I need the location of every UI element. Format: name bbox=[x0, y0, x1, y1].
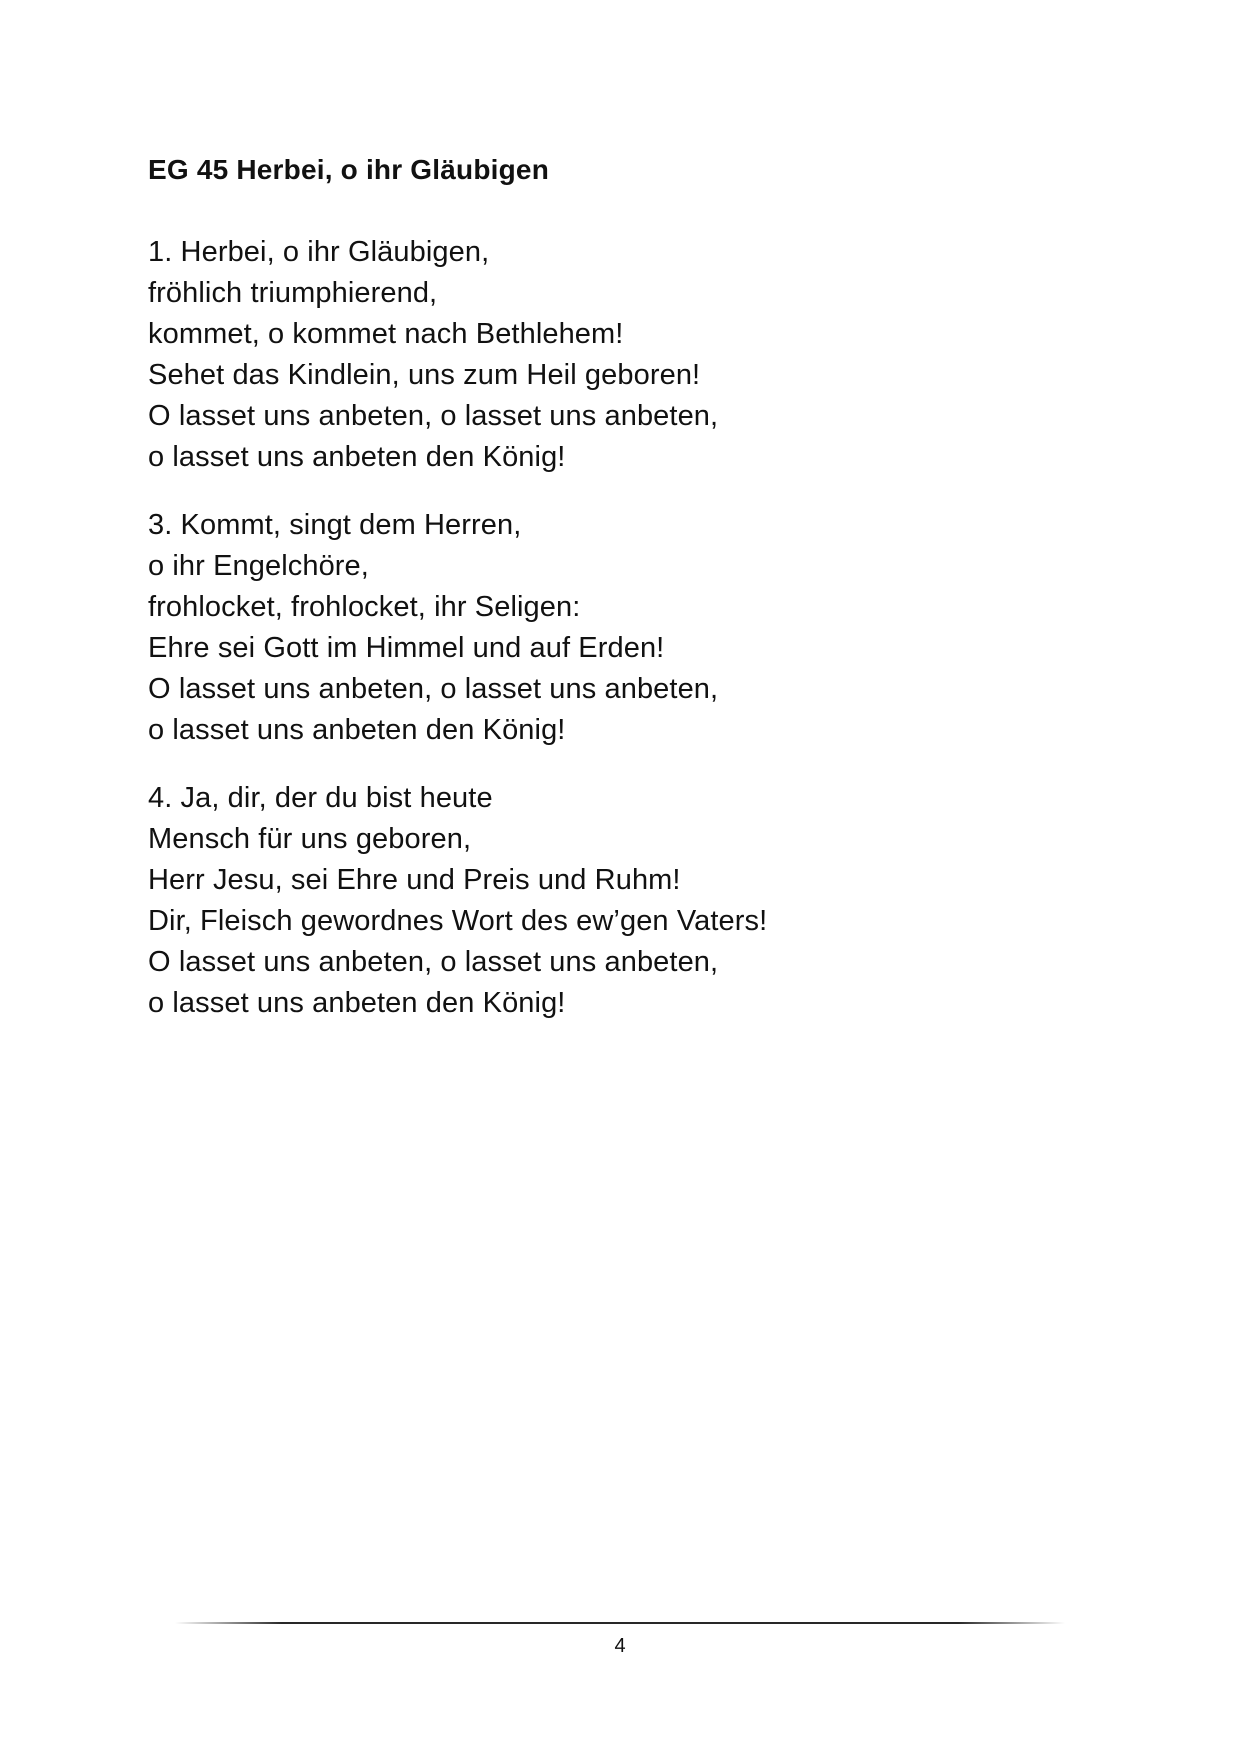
verse-3 bbox=[148, 505, 1108, 751]
verse-4 bbox=[148, 778, 1108, 1024]
verse-line: Ehre sei Gott im Himmel und auf Erden! bbox=[148, 632, 665, 664]
verse-line: o lasset uns anbeten den König! bbox=[148, 441, 566, 473]
verse-line: frohlocket, frohlocket, ihr Seligen: bbox=[148, 591, 581, 623]
verse-line: o lasset uns anbeten den König! bbox=[148, 714, 566, 746]
document-content bbox=[148, 150, 1108, 1051]
verse-line: 4. Ja, dir, der du bist heute bbox=[148, 782, 493, 814]
verse-line: O lasset uns anbeten, o lasset uns anbeten, bbox=[148, 400, 719, 432]
page-number: 4 bbox=[614, 1635, 626, 1657]
verse-line: 3. Kommt, singt dem Herren, bbox=[148, 509, 522, 541]
verse-line: O lasset uns anbeten, o lasset uns anbeten, bbox=[148, 673, 719, 705]
song-title: EG 45 Herbei, o ihr Gläubigen bbox=[148, 154, 549, 185]
verse-line: Herr Jesu, sei Ehre und Preis und Ruhm! bbox=[148, 864, 681, 896]
verse-line: o lasset uns anbeten den König! bbox=[148, 987, 566, 1019]
verse-line: kommet, o kommet nach Bethlehem! bbox=[148, 318, 624, 350]
verse-line: Mensch für uns geboren, bbox=[148, 823, 472, 855]
footer-divider bbox=[175, 1622, 1065, 1624]
verse-line: Sehet das Kindlein, uns zum Heil geboren! bbox=[148, 359, 701, 391]
verse-line: fröhlich triumphierend, bbox=[148, 277, 438, 309]
verse-line: 1. Herbei, o ihr Gläubigen, bbox=[148, 236, 490, 268]
verse-line: o ihr Engelchöre, bbox=[148, 550, 369, 582]
verse-line: O lasset uns anbeten, o lasset uns anbeten, bbox=[148, 946, 719, 978]
verse-line: Dir, Fleisch gewordnes Wort des ew’gen Vaters! bbox=[148, 905, 768, 937]
verse-1 bbox=[148, 232, 1108, 478]
